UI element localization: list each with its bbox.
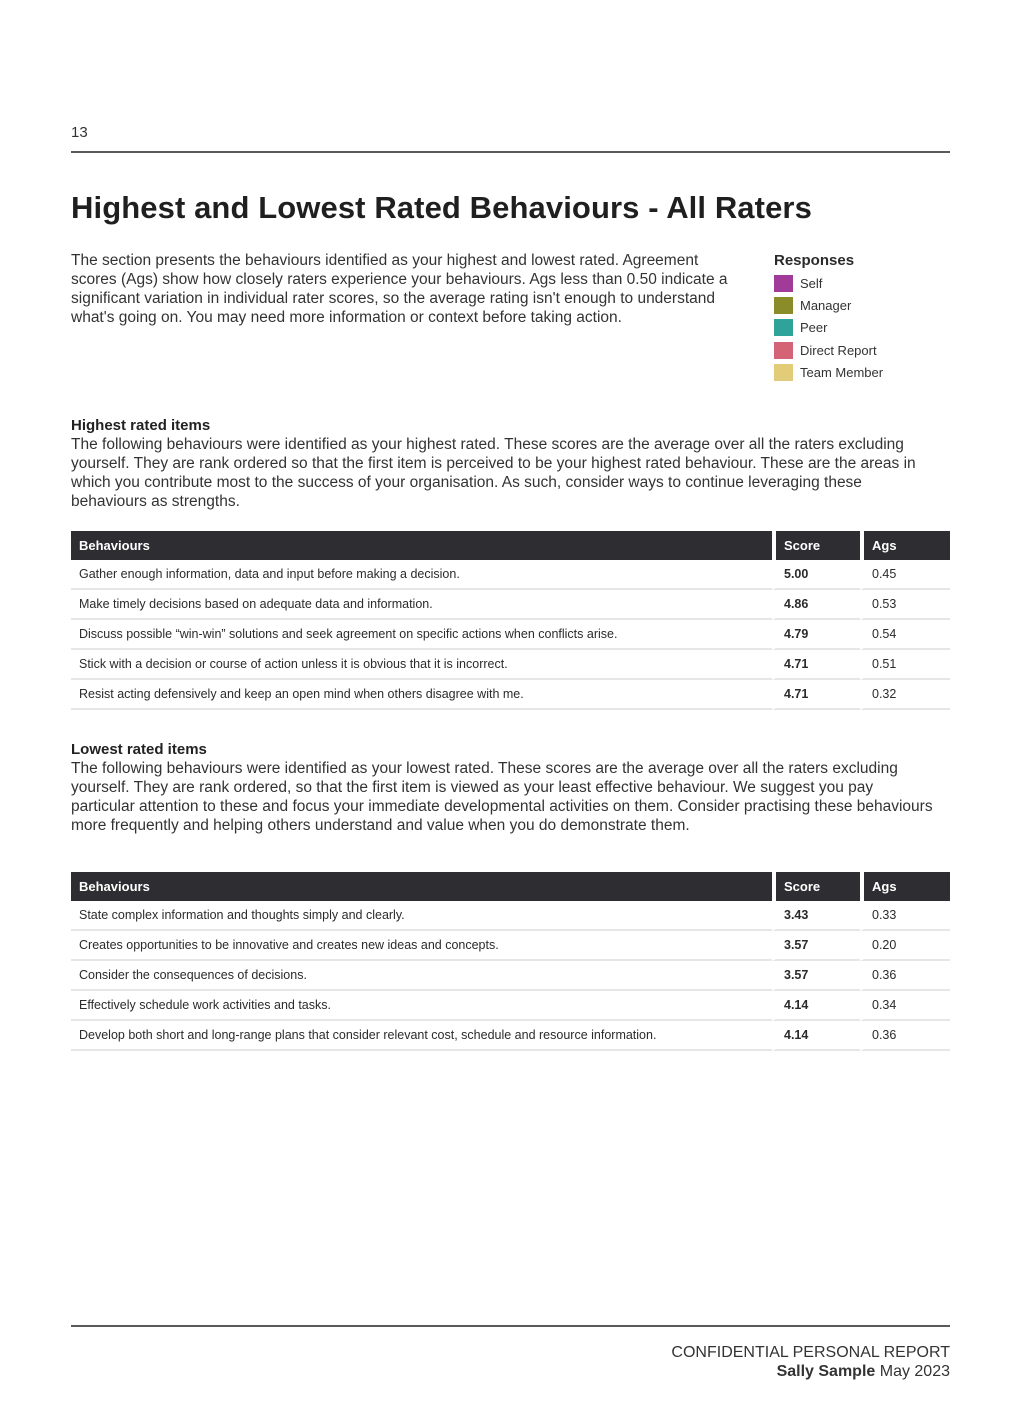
behaviour-cell: Effectively schedule work activities and tasks. (71, 991, 772, 1021)
footer (671, 1343, 950, 1381)
score-cell: 4.71 (772, 650, 860, 680)
score-cell: 4.71 (772, 680, 860, 710)
behaviour-cell: State complex information and thoughts simply and clearly. (71, 901, 772, 931)
legend-label: Direct Report (800, 342, 877, 358)
lowest-rated-section (71, 740, 950, 835)
ags-cell: 0.33 (860, 901, 950, 931)
highest-rated-heading: Highest rated items (71, 417, 211, 434)
behaviour-cell: Consider the consequences of decisions. (71, 961, 772, 991)
legend-item-self (774, 273, 944, 295)
report-owner-name: Sally Sample (776, 1363, 876, 1380)
ags-cell: 0.54 (860, 620, 950, 650)
page-number: 13 (71, 124, 88, 141)
lowest-rated-description: The following behaviours were identified as your lowest rated. These scores are the average over all the raters excluding yourself. They are rank ordered, so that the first item is viewed as your least effective behaviour. We suggest you pay particular attention to these and focus your immediate developmental activities on them. Consider practising these behaviours more frequently and helping others understand and value when you do demonstrate them. (71, 760, 933, 834)
footer-divider (71, 1325, 950, 1327)
legend-title: Responses (774, 252, 855, 269)
score-cell: 4.79 (772, 620, 860, 650)
ags-cell: 0.36 (860, 961, 950, 991)
score-cell: 3.43 (772, 901, 860, 931)
behaviour-cell: Discuss possible “win-win” solutions and seek agreement on specific actions when conflicts arise. (71, 620, 772, 650)
lowest-rated-table (71, 872, 950, 1051)
score-cell: 4.86 (772, 590, 860, 620)
behaviour-cell: Creates opportunities to be innovative and creates new ideas and concepts. (71, 931, 772, 961)
behaviour-cell: Develop both short and long-range plans that consider relevant cost, schedule and resource information. (71, 1021, 772, 1051)
legend-item-team-member (774, 362, 944, 384)
report-owner-line (671, 1362, 950, 1381)
ags-cell: 0.51 (860, 650, 950, 680)
table-row (71, 901, 950, 931)
legend-label: Manager (800, 298, 852, 314)
legend-item-direct-report (774, 340, 944, 362)
legend-label: Peer (800, 320, 828, 336)
ags-cell: 0.36 (860, 1021, 950, 1051)
legend-swatch (774, 275, 793, 292)
report-date: May 2023 (879, 1363, 950, 1380)
column-header-behaviours: Behaviours (71, 872, 772, 901)
column-header-ags: Ags (860, 872, 950, 901)
legend-item-manager (774, 295, 944, 317)
page-title: Highest and Lowest Rated Behaviours - All Raters (71, 190, 812, 225)
score-cell: 3.57 (772, 961, 860, 991)
ags-cell: 0.20 (860, 931, 950, 961)
lowest-rated-heading: Lowest rated items (71, 741, 207, 758)
table-row (71, 961, 950, 991)
column-header-score: Score (772, 531, 860, 560)
legend-swatch (774, 297, 793, 314)
score-cell: 5.00 (772, 560, 860, 590)
intro-text: The section presents the behaviours identified as your highest and lowest rated. Agreement scores (Ags) show how closely raters experience your behaviours. Ags less than 0.50 indicate a significant variation in individual rater scores, so the average rating isn't enough to understand what's going on. You may need more information or context before taking action. (71, 252, 728, 326)
table-row (71, 991, 950, 1021)
column-header-ags: Ags (860, 531, 950, 560)
table-header-row (71, 872, 950, 901)
behaviour-cell: Make timely decisions based on adequate data and information. (71, 590, 772, 620)
table-row (71, 650, 950, 680)
responses-legend (774, 251, 944, 384)
table-header-row (71, 531, 950, 560)
column-header-score: Score (772, 872, 860, 901)
score-cell: 4.14 (772, 991, 860, 1021)
table-row (71, 620, 950, 650)
behaviour-cell: Resist acting defensively and keep an open mind when others disagree with me. (71, 680, 772, 710)
legend-swatch (774, 342, 793, 359)
highest-rated-section (71, 416, 950, 511)
ags-cell: 0.32 (860, 680, 950, 710)
score-cell: 3.57 (772, 931, 860, 961)
score-cell: 4.14 (772, 1021, 860, 1051)
ags-cell: 0.34 (860, 991, 950, 1021)
table-row (71, 560, 950, 590)
legend-swatch (774, 364, 793, 381)
table-row (71, 1021, 950, 1051)
behaviour-cell: Stick with a decision or course of action unless it is obvious that it is incorrect. (71, 650, 772, 680)
behaviour-cell: Gather enough information, data and input before making a decision. (71, 560, 772, 590)
header-divider (71, 151, 950, 153)
column-header-behaviours: Behaviours (71, 531, 772, 560)
highest-rated-table (71, 531, 950, 710)
table-row (71, 680, 950, 710)
confidential-label: CONFIDENTIAL PERSONAL REPORT (671, 1344, 950, 1361)
highest-rated-description: The following behaviours were identified as your highest rated. These scores are the average over all the raters excluding yourself. They are rank ordered so that the first item is perceived to be your highest rated behaviour. These are the areas in which you contribute most to the success of your organisation. As such, consider ways to continue leveraging these behaviours as strengths. (71, 436, 916, 510)
legend-label: Team Member (800, 364, 884, 380)
ags-cell: 0.45 (860, 560, 950, 590)
ags-cell: 0.53 (860, 590, 950, 620)
table-row (71, 590, 950, 620)
table-row (71, 931, 950, 961)
legend-label: Self (800, 276, 823, 291)
legend-item-peer (774, 317, 944, 339)
legend-swatch (774, 319, 793, 336)
